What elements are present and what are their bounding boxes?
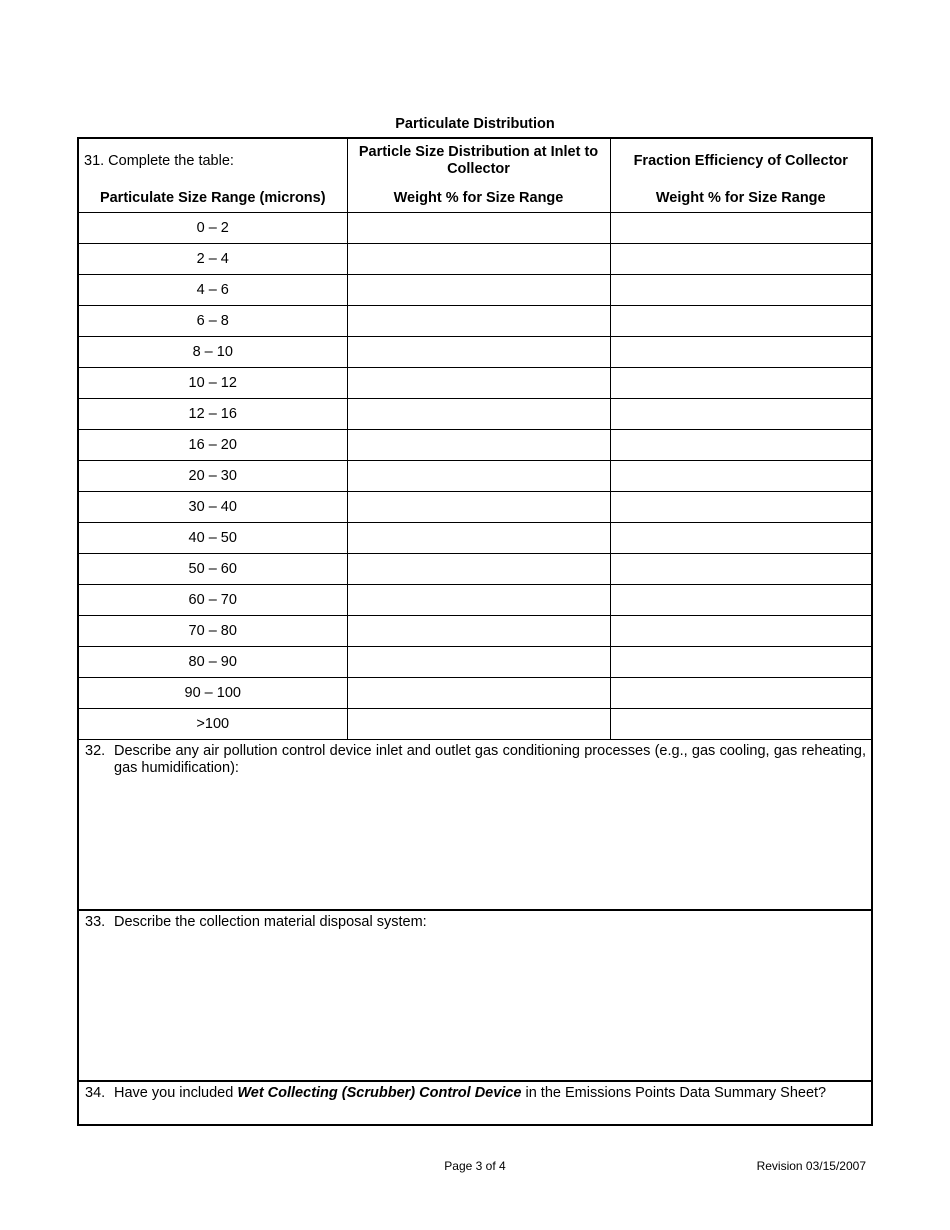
inlet-weight-cell[interactable] (347, 585, 610, 616)
question-34-text-post: in the Emissions Points Data Summary Sheet? (521, 1085, 827, 1101)
efficiency-weight-cell[interactable] (610, 616, 871, 647)
efficiency-weight-cell[interactable] (610, 585, 871, 616)
question-32-number: 32. (85, 743, 106, 759)
form-frame (77, 137, 873, 1126)
question-33-number: 33. (85, 914, 106, 930)
size-range-cell: 20 – 30 (79, 461, 347, 492)
inlet-weight-cell[interactable] (347, 678, 610, 709)
size-range-cell: 0 – 2 (79, 213, 347, 244)
table-row (79, 554, 871, 585)
table-header-row-1 (79, 139, 871, 183)
table-row (79, 616, 871, 647)
size-range-header: Particulate Size Range (microns) (79, 183, 347, 213)
size-range-cell: >100 (79, 709, 347, 740)
inlet-weight-cell[interactable] (347, 430, 610, 461)
size-range-cell: 50 – 60 (79, 554, 347, 585)
table-row (79, 337, 871, 368)
size-range-cell: 80 – 90 (79, 647, 347, 678)
efficiency-weight-cell[interactable] (610, 244, 871, 275)
question-33-text: Describe the collection material disposal system: (114, 914, 427, 930)
table-row (79, 523, 871, 554)
inlet-weight-cell[interactable] (347, 709, 610, 740)
size-range-cell: 30 – 40 (79, 492, 347, 523)
efficiency-weight-cell[interactable] (610, 213, 871, 244)
inlet-weight-cell[interactable] (347, 244, 610, 275)
table-row (79, 461, 871, 492)
inlet-weight-cell[interactable] (347, 275, 610, 306)
question-34-emphasis: Wet Collecting (Scrubber) Control Device (237, 1085, 522, 1101)
table-row (79, 306, 871, 337)
question-34-number: 34. (85, 1085, 106, 1101)
inlet-weight-header: Weight % for Size Range (347, 183, 610, 213)
efficiency-weight-cell[interactable] (610, 306, 871, 337)
table-row (79, 213, 871, 244)
table-row (79, 678, 871, 709)
inlet-weight-cell[interactable] (347, 523, 610, 554)
efficiency-weight-cell[interactable] (610, 554, 871, 585)
size-range-cell: 12 – 16 (79, 399, 347, 430)
question-32[interactable] (79, 740, 871, 911)
table-row (79, 647, 871, 678)
efficiency-weight-cell[interactable] (610, 337, 871, 368)
question-34[interactable] (79, 1082, 871, 1126)
table-row (79, 368, 871, 399)
size-range-cell: 16 – 20 (79, 430, 347, 461)
efficiency-weight-cell[interactable] (610, 709, 871, 740)
efficiency-weight-header: Weight % for Size Range (610, 183, 871, 213)
question-31-label: 31. Complete the table: (79, 139, 347, 183)
inlet-weight-cell[interactable] (347, 492, 610, 523)
inlet-weight-cell[interactable] (347, 399, 610, 430)
table-row (79, 492, 871, 523)
table-row (79, 244, 871, 275)
inlet-weight-cell[interactable] (347, 368, 610, 399)
size-range-cell: 40 – 50 (79, 523, 347, 554)
particulate-distribution-table (79, 139, 871, 740)
efficiency-weight-cell[interactable] (610, 678, 871, 709)
size-range-cell: 8 – 10 (79, 337, 347, 368)
efficiency-weight-cell[interactable] (610, 275, 871, 306)
table-header-row-2 (79, 183, 871, 213)
size-range-cell: 4 – 6 (79, 275, 347, 306)
table-row (79, 709, 871, 740)
inlet-weight-cell[interactable] (347, 554, 610, 585)
inlet-weight-cell[interactable] (347, 647, 610, 678)
document-title: Particulate Distribution (395, 116, 555, 132)
question-34-text-pre: Have you included (114, 1085, 238, 1101)
efficiency-weight-cell[interactable] (610, 461, 871, 492)
size-range-cell: 60 – 70 (79, 585, 347, 616)
efficiency-weight-cell[interactable] (610, 399, 871, 430)
size-range-cell: 70 – 80 (79, 616, 347, 647)
page-number: Page 3 of 4 (444, 1159, 506, 1173)
efficiency-weight-cell[interactable] (610, 647, 871, 678)
size-range-cell: 2 – 4 (79, 244, 347, 275)
question-32-text: Describe any air pollution control device inlet and outlet gas conditioning processes (e.g., gas cooling, gas reheating, gas humidification): (114, 743, 866, 776)
question-33[interactable] (79, 911, 871, 1082)
inlet-weight-cell[interactable] (347, 461, 610, 492)
inlet-weight-cell[interactable] (347, 306, 610, 337)
revision-date: Revision 03/15/2007 (756, 1159, 866, 1173)
inlet-weight-cell[interactable] (347, 337, 610, 368)
efficiency-weight-cell[interactable] (610, 523, 871, 554)
inlet-distribution-header: Particle Size Distribution at Inlet to Collector (347, 139, 610, 183)
size-range-cell: 10 – 12 (79, 368, 347, 399)
question-34-text (114, 1085, 866, 1102)
table-row (79, 585, 871, 616)
fraction-efficiency-header: Fraction Efficiency of Collector (633, 152, 848, 169)
size-range-cell: 6 – 8 (79, 306, 347, 337)
size-range-cell: 90 – 100 (79, 678, 347, 709)
efficiency-weight-cell[interactable] (610, 492, 871, 523)
inlet-weight-cell[interactable] (347, 616, 610, 647)
table-row (79, 275, 871, 306)
efficiency-weight-cell[interactable] (610, 430, 871, 461)
table-row (79, 430, 871, 461)
inlet-weight-cell[interactable] (347, 213, 610, 244)
efficiency-weight-cell[interactable] (610, 368, 871, 399)
table-row (79, 399, 871, 430)
